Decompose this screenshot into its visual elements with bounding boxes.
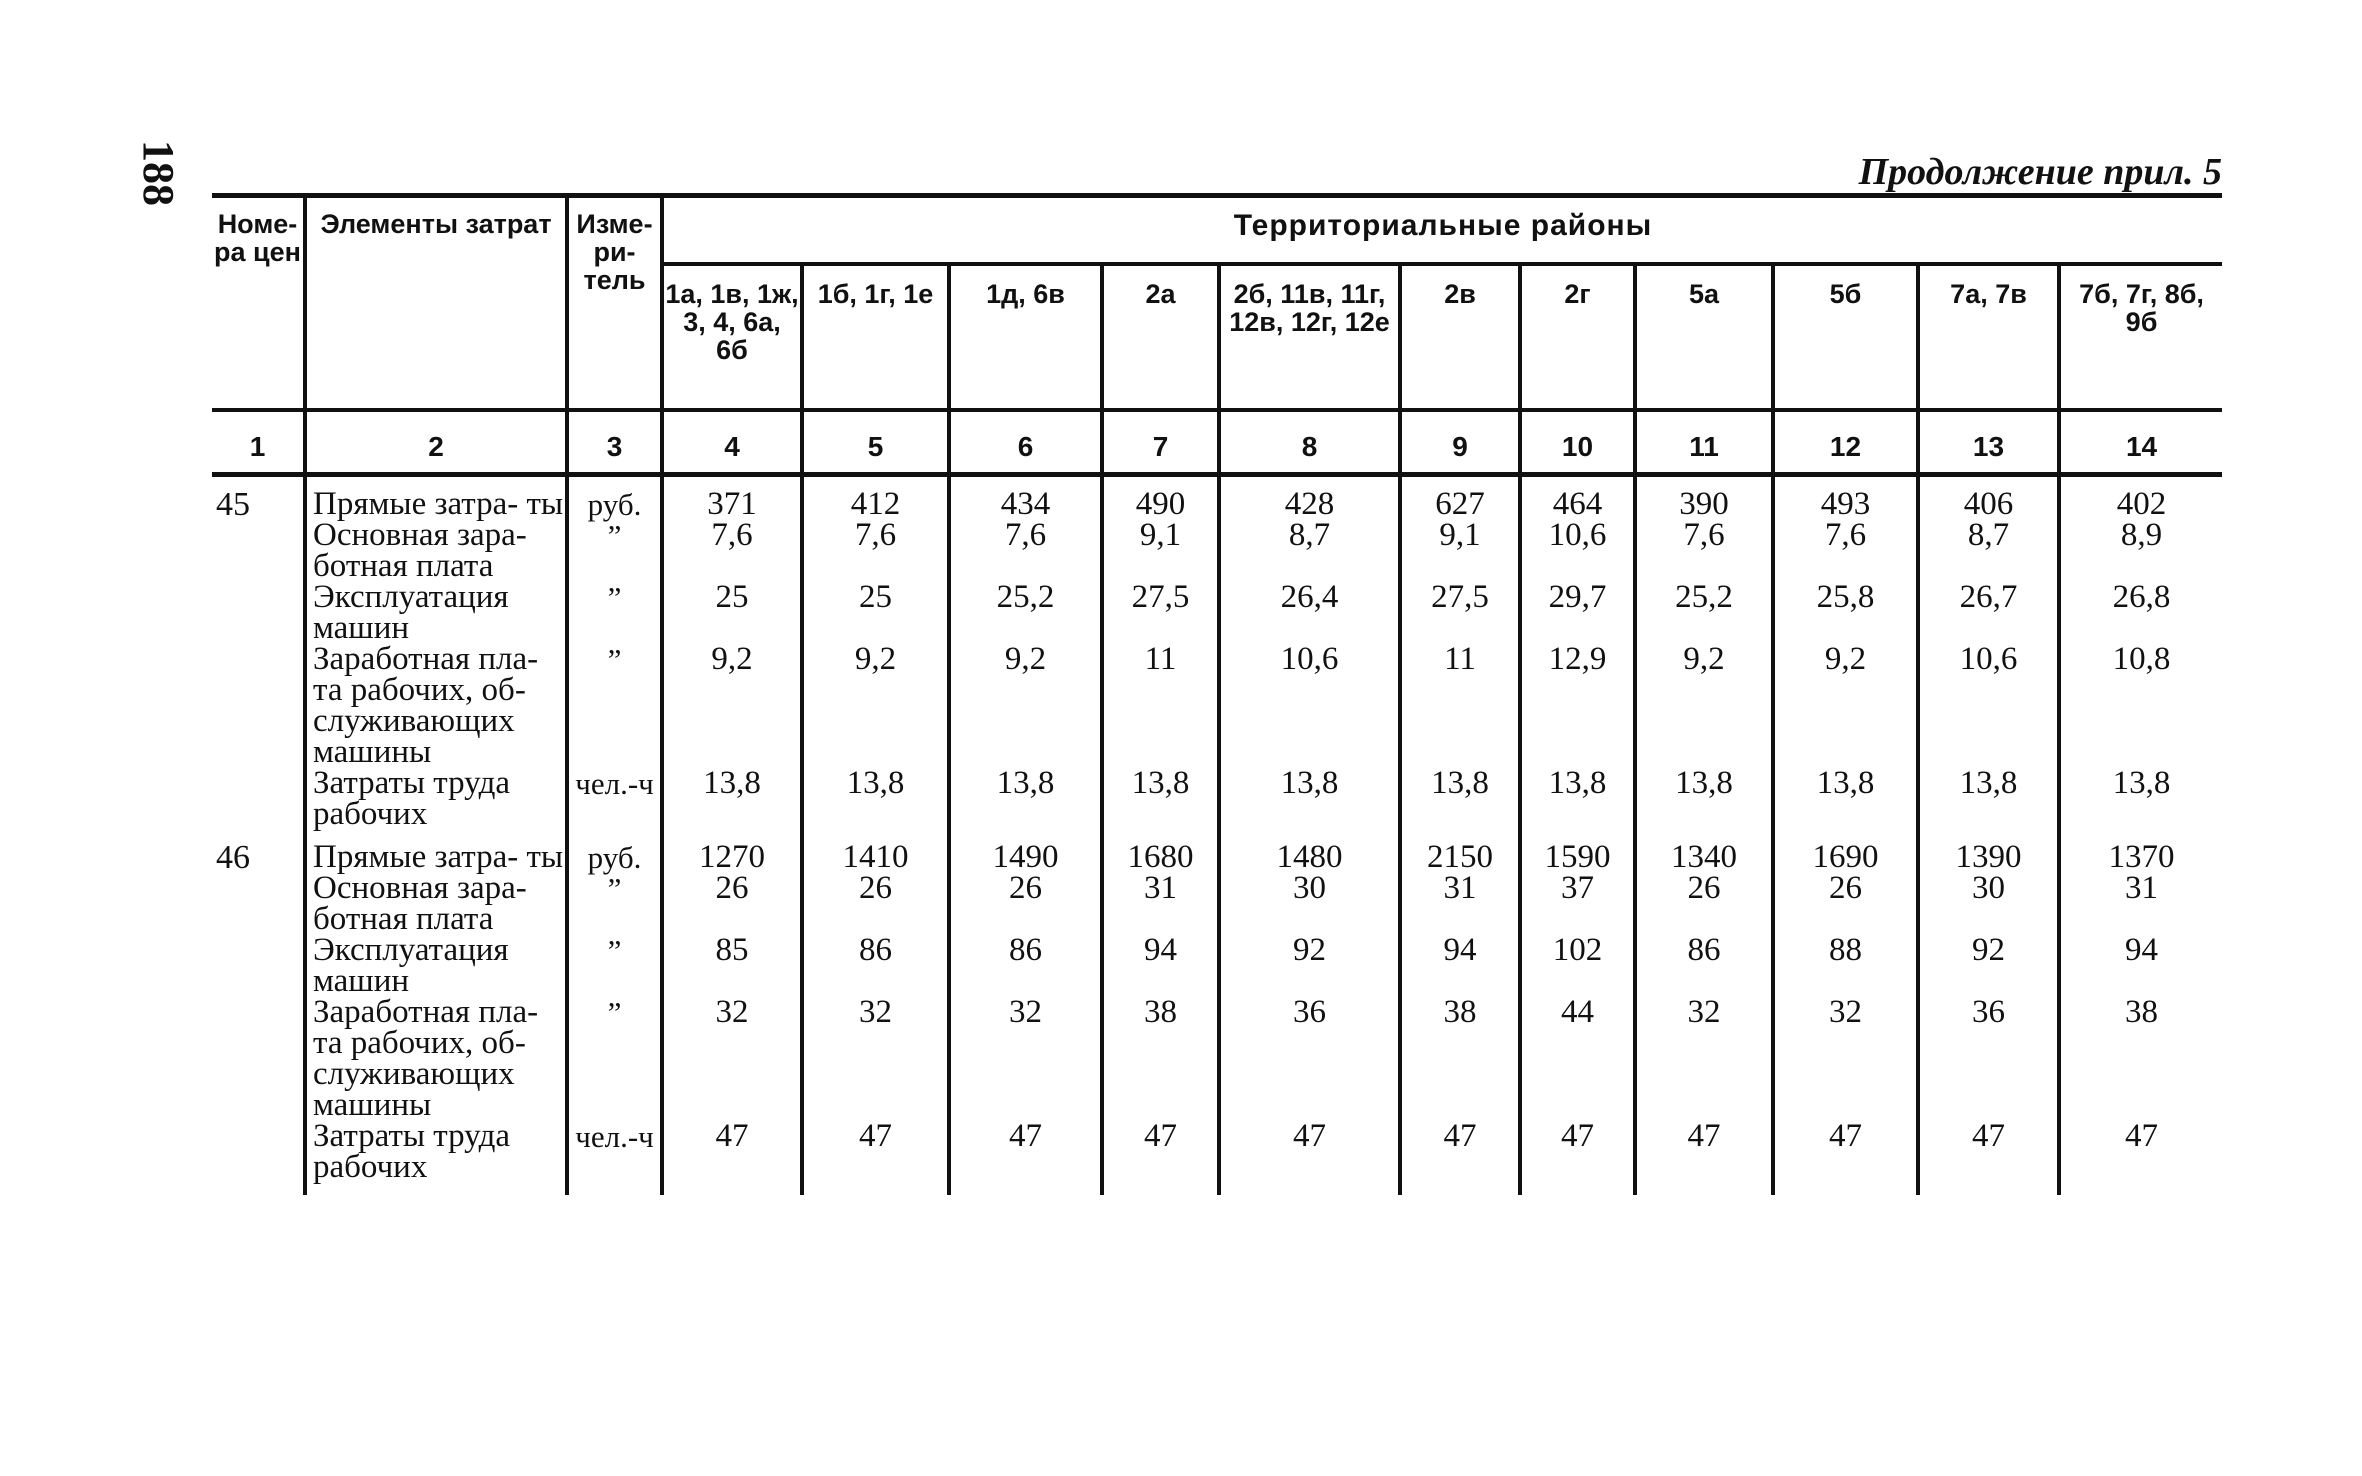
- value-cell: 10,8: [2059, 644, 2222, 768]
- value-cell: 13,8: [802, 768, 949, 830]
- value-cell: 38: [1400, 997, 1520, 1121]
- value-cell: 47: [662, 1121, 802, 1195]
- value-cell: 8,7: [1219, 520, 1400, 582]
- value-cell: 47: [1773, 1121, 1918, 1195]
- value-cell: 11: [1400, 644, 1520, 768]
- value-cell: 371: [662, 475, 802, 521]
- column-number-row: [212, 410, 2222, 475]
- value-cell: 26: [949, 873, 1102, 935]
- value-cell: 406: [1918, 475, 2059, 521]
- value-cell: 9,2: [1773, 644, 1918, 768]
- table-row: [212, 644, 2222, 768]
- value-cell: 30: [1219, 873, 1400, 935]
- value-cell: 7,6: [949, 520, 1102, 582]
- table-row: [212, 935, 2222, 997]
- value-cell: 32: [802, 997, 949, 1121]
- value-cell: 30: [1918, 873, 2059, 935]
- value-cell: 86: [1635, 935, 1773, 997]
- price-number-cell: [212, 768, 305, 830]
- header-cost-elements: Элементы затрат: [305, 196, 567, 411]
- table-row: [212, 475, 2222, 521]
- value-cell: 94: [1102, 935, 1219, 997]
- value-cell: 26: [1773, 873, 1918, 935]
- page-number: 188: [134, 140, 183, 206]
- value-cell: 47: [802, 1121, 949, 1195]
- value-cell: 1590: [1520, 830, 1635, 873]
- value-cell: 493: [1773, 475, 1918, 521]
- value-cell: 9,2: [802, 644, 949, 768]
- unit-cell: ”: [567, 582, 662, 644]
- value-cell: 1490: [949, 830, 1102, 873]
- price-number-cell: [212, 644, 305, 768]
- header-region: 5б: [1773, 264, 1918, 410]
- price-number-cell: [212, 1121, 305, 1195]
- column-number: 7: [1102, 410, 1219, 475]
- value-cell: 25: [802, 582, 949, 644]
- price-number-cell: [212, 873, 305, 935]
- header-region: 1б, 1г, 1е: [802, 264, 949, 410]
- value-cell: 88: [1773, 935, 1918, 997]
- header-region: 7а, 7в: [1918, 264, 2059, 410]
- column-number: 13: [1918, 410, 2059, 475]
- cost-element-cell: Эксплуатация машин: [305, 935, 567, 997]
- value-cell: 25: [662, 582, 802, 644]
- header-region: 1д, 6в: [949, 264, 1102, 410]
- value-cell: 8,9: [2059, 520, 2222, 582]
- value-cell: 10,6: [1918, 644, 2059, 768]
- value-cell: 85: [662, 935, 802, 997]
- value-cell: 47: [1219, 1121, 1400, 1195]
- table-row: [212, 830, 2222, 873]
- value-cell: 38: [2059, 997, 2222, 1121]
- value-cell: 92: [1219, 935, 1400, 997]
- value-cell: 27,5: [1102, 582, 1219, 644]
- value-cell: 26: [662, 873, 802, 935]
- unit-cell: руб.: [567, 475, 662, 521]
- value-cell: 7,6: [662, 520, 802, 582]
- price-number-cell: [212, 582, 305, 644]
- cost-element-cell: Заработная пла- та рабочих, об- служивающих машины: [305, 997, 567, 1121]
- value-cell: 8,7: [1918, 520, 2059, 582]
- value-cell: 31: [2059, 873, 2222, 935]
- unit-cell: руб.: [567, 830, 662, 873]
- value-cell: 490: [1102, 475, 1219, 521]
- price-number-cell: 45: [216, 486, 250, 523]
- value-cell: 9,1: [1400, 520, 1520, 582]
- value-cell: 13,8: [662, 768, 802, 830]
- table-row: [212, 1121, 2222, 1195]
- column-number: 4: [662, 410, 802, 475]
- header-region: 2г: [1520, 264, 1635, 410]
- value-cell: 9,2: [662, 644, 802, 768]
- value-cell: 13,8: [2059, 768, 2222, 830]
- cost-element-cell: Основная зара- ботная плата: [305, 520, 567, 582]
- value-cell: 32: [949, 997, 1102, 1121]
- header-region: 1а, 1в, 1ж, 3, 4, 6а, 6б: [662, 264, 802, 410]
- column-number: 9: [1400, 410, 1520, 475]
- value-cell: 13,8: [1635, 768, 1773, 830]
- value-cell: 428: [1219, 475, 1400, 521]
- value-cell: 26,7: [1918, 582, 2059, 644]
- column-number: 12: [1773, 410, 1918, 475]
- value-cell: 38: [1102, 997, 1219, 1121]
- value-cell: 1680: [1102, 830, 1219, 873]
- table-row: [212, 873, 2222, 935]
- value-cell: 9,2: [1635, 644, 1773, 768]
- cost-element-cell: Прямые затра- ты: [305, 475, 567, 521]
- value-cell: 390: [1635, 475, 1773, 521]
- value-cell: 36: [1918, 997, 2059, 1121]
- value-cell: 27,5: [1400, 582, 1520, 644]
- table-row: [212, 997, 2222, 1121]
- value-cell: 434: [949, 475, 1102, 521]
- cost-element-cell: Эксплуатация машин: [305, 582, 567, 644]
- value-cell: 1690: [1773, 830, 1918, 873]
- table-row: [212, 582, 2222, 644]
- header-region: 2б, 11в, 11г, 12в, 12г, 12е: [1219, 264, 1400, 410]
- price-number-cell: 46: [216, 839, 250, 876]
- continuation-caption: Продолжение прил. 5: [1858, 151, 2222, 193]
- unit-cell: ”: [567, 997, 662, 1121]
- value-cell: 13,8: [1400, 768, 1520, 830]
- column-number: 5: [802, 410, 949, 475]
- value-cell: 26: [1635, 873, 1773, 935]
- column-number: 8: [1219, 410, 1400, 475]
- cost-element-cell: Затраты труда рабочих: [305, 1121, 567, 1195]
- cost-table: [212, 193, 2222, 1195]
- unit-cell: ”: [567, 873, 662, 935]
- value-cell: 25,2: [1635, 582, 1773, 644]
- header-region: 2а: [1102, 264, 1219, 410]
- value-cell: 9,2: [949, 644, 1102, 768]
- value-cell: 1270: [662, 830, 802, 873]
- value-cell: 9,1: [1102, 520, 1219, 582]
- value-cell: 47: [949, 1121, 1102, 1195]
- unit-cell: ”: [567, 935, 662, 997]
- value-cell: 7,6: [1773, 520, 1918, 582]
- value-cell: 13,8: [1520, 768, 1635, 830]
- value-cell: 11: [1102, 644, 1219, 768]
- value-cell: 47: [1102, 1121, 1219, 1195]
- column-number: 2: [305, 410, 567, 475]
- value-cell: 31: [1400, 873, 1520, 935]
- value-cell: 26,8: [2059, 582, 2222, 644]
- unit-cell: чел.-ч: [567, 1121, 662, 1195]
- value-cell: 44: [1520, 997, 1635, 1121]
- value-cell: 32: [1773, 997, 1918, 1121]
- value-cell: 94: [2059, 935, 2222, 997]
- value-cell: 13,8: [949, 768, 1102, 830]
- header-price-number: Номе- ра цен: [212, 196, 305, 411]
- value-cell: 7,6: [1635, 520, 1773, 582]
- value-cell: 464: [1520, 475, 1635, 521]
- value-cell: 1370: [2059, 830, 2222, 873]
- value-cell: 47: [2059, 1121, 2222, 1195]
- header-region: 5а: [1635, 264, 1773, 410]
- value-cell: 92: [1918, 935, 2059, 997]
- table-row: [212, 520, 2222, 582]
- value-cell: 13,8: [1102, 768, 1219, 830]
- unit-cell: ”: [567, 644, 662, 768]
- value-cell: 2150: [1400, 830, 1520, 873]
- value-cell: 32: [662, 997, 802, 1121]
- unit-cell: ”: [567, 520, 662, 582]
- value-cell: 25,8: [1773, 582, 1918, 644]
- value-cell: 32: [1635, 997, 1773, 1121]
- column-number: 14: [2059, 410, 2222, 475]
- table-row: [212, 768, 2222, 830]
- header-region: 2в: [1400, 264, 1520, 410]
- value-cell: 13,8: [1918, 768, 2059, 830]
- value-cell: 94: [1400, 935, 1520, 997]
- value-cell: 37: [1520, 873, 1635, 935]
- value-cell: 47: [1520, 1121, 1635, 1195]
- column-number: 11: [1635, 410, 1773, 475]
- value-cell: 402: [2059, 475, 2222, 521]
- cost-element-cell: Затраты труда рабочих: [305, 768, 567, 830]
- value-cell: 1480: [1219, 830, 1400, 873]
- value-cell: 86: [802, 935, 949, 997]
- value-cell: 47: [1918, 1121, 2059, 1195]
- column-number: 10: [1520, 410, 1635, 475]
- cost-element-cell: Заработная пла- та рабочих, об- служивающих машины: [305, 644, 567, 768]
- price-number-cell: [212, 520, 305, 582]
- value-cell: 1340: [1635, 830, 1773, 873]
- header-territorial-regions: Территориальные районы: [662, 196, 2222, 265]
- value-cell: 1410: [802, 830, 949, 873]
- value-cell: 47: [1400, 1121, 1520, 1195]
- cost-element-cell: Основная зара- ботная плата: [305, 873, 567, 935]
- price-number-cell: [212, 935, 305, 997]
- value-cell: 29,7: [1520, 582, 1635, 644]
- value-cell: 7,6: [802, 520, 949, 582]
- cost-element-cell: Прямые затра- ты: [305, 830, 567, 873]
- header-unit: Изме- ри- тель: [567, 196, 662, 411]
- header-region: 7б, 7г, 8б, 9б: [2059, 264, 2222, 410]
- value-cell: 1390: [1918, 830, 2059, 873]
- price-number-cell: [212, 997, 305, 1121]
- value-cell: 10,6: [1219, 644, 1400, 768]
- value-cell: 412: [802, 475, 949, 521]
- value-cell: 13,8: [1773, 768, 1918, 830]
- column-number: 1: [212, 410, 305, 475]
- value-cell: 102: [1520, 935, 1635, 997]
- column-number: 3: [567, 410, 662, 475]
- value-cell: 10,6: [1520, 520, 1635, 582]
- value-cell: 86: [949, 935, 1102, 997]
- value-cell: 25,2: [949, 582, 1102, 644]
- value-cell: 12,9: [1520, 644, 1635, 768]
- column-number: 6: [949, 410, 1102, 475]
- value-cell: 13,8: [1219, 768, 1400, 830]
- value-cell: 36: [1219, 997, 1400, 1121]
- value-cell: 47: [1635, 1121, 1773, 1195]
- unit-cell: чел.-ч: [567, 768, 662, 830]
- value-cell: 26: [802, 873, 949, 935]
- value-cell: 31: [1102, 873, 1219, 935]
- value-cell: 26,4: [1219, 582, 1400, 644]
- value-cell: 627: [1400, 475, 1520, 521]
